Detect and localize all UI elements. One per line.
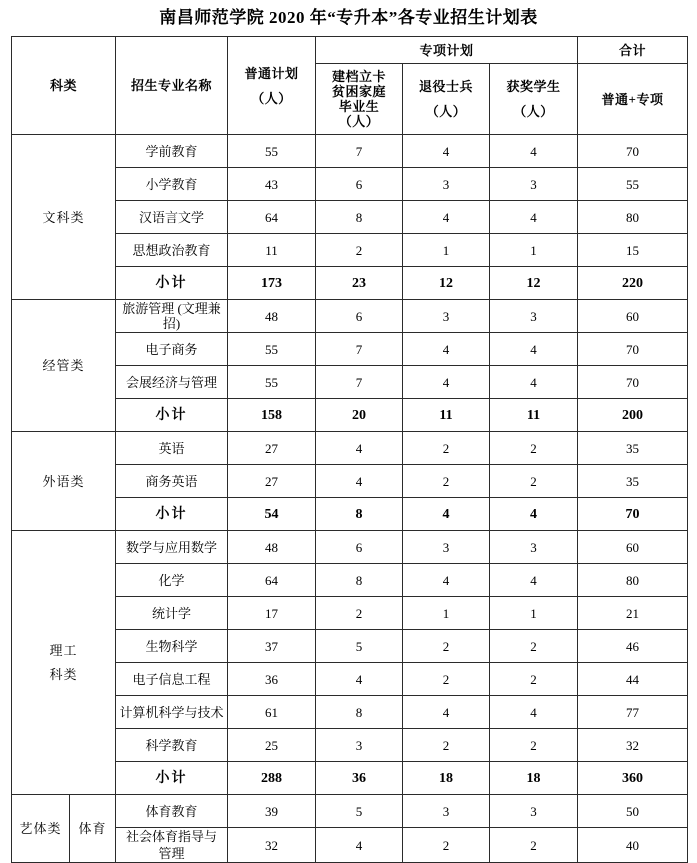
cell-general-plan: 64	[228, 564, 316, 597]
subtotal-cell-general-plan: 288	[228, 762, 316, 795]
cell-special-veteran: 2	[403, 828, 490, 863]
cell-total: 60	[578, 531, 688, 564]
cell-major-name: 生物科学	[116, 630, 228, 663]
cell-special-poverty: 4	[316, 465, 403, 498]
cell-special-poverty: 4	[316, 432, 403, 465]
cell-category: 经管类	[12, 300, 116, 432]
cell-special-veteran: 2	[403, 432, 490, 465]
cell-category-line1: 理工	[49, 642, 78, 658]
cell-special-veteran: 1	[403, 234, 490, 267]
cell-special-veteran: 2	[403, 729, 490, 762]
table-row	[12, 135, 688, 168]
cell-major-name	[116, 828, 228, 863]
cell-general-plan: 32	[228, 828, 316, 863]
cell-special-award: 4	[490, 333, 578, 366]
cell-total: 77	[578, 696, 688, 729]
cell-special-veteran: 4	[403, 366, 490, 399]
cell-major-name: 电子商务	[116, 333, 228, 366]
cell-major-name-line2: 管理	[158, 846, 185, 861]
cell-category-line2: 科类	[49, 666, 78, 682]
cell-general-plan: 27	[228, 432, 316, 465]
cell-special-award: 3	[490, 795, 578, 828]
cell-special-award: 2	[490, 465, 578, 498]
cell-special-poverty: 6	[316, 168, 403, 201]
cell-total: 35	[578, 465, 688, 498]
cell-total: 15	[578, 234, 688, 267]
cell-major-name: 计算机科学与技术	[116, 696, 228, 729]
cell-general-plan: 55	[228, 135, 316, 168]
table-row	[12, 432, 688, 465]
cell-special-award: 2	[490, 663, 578, 696]
cell-general-plan: 43	[228, 168, 316, 201]
subtotal-cell-special-award: 18	[490, 762, 578, 795]
subtotal-cell-special-poverty: 36	[316, 762, 403, 795]
cell-special-poverty: 8	[316, 201, 403, 234]
cell-general-plan: 11	[228, 234, 316, 267]
cell-major-name: 数学与应用数学	[116, 531, 228, 564]
cell-total: 70	[578, 366, 688, 399]
admission-plan-table	[11, 36, 688, 863]
table-row	[12, 531, 688, 564]
cell-major-name-line1: 社会体育指导与	[126, 829, 218, 844]
cell-total: 80	[578, 564, 688, 597]
cell-general-plan: 27	[228, 465, 316, 498]
subtotal-cell-general-plan: 173	[228, 267, 316, 300]
cell-special-veteran: 4	[403, 201, 490, 234]
header-category: 科类	[12, 37, 116, 135]
cell-subtotal-label: 小计	[116, 399, 228, 432]
cell-general-plan: 37	[228, 630, 316, 663]
cell-special-poverty: 3	[316, 729, 403, 762]
cell-special-poverty: 2	[316, 597, 403, 630]
cell-major-name: 统计学	[116, 597, 228, 630]
cell-total: 70	[578, 333, 688, 366]
subtotal-cell-total: 70	[578, 498, 688, 531]
header-total-formula: 普通+专项	[578, 64, 688, 135]
header-special-award-line2: （人）	[513, 104, 554, 119]
cell-major-name: 科学教育	[116, 729, 228, 762]
cell-special-veteran: 4	[403, 696, 490, 729]
header-special-award-line1: 获奖学生	[506, 79, 561, 94]
cell-subtotal-label: 小计	[116, 762, 228, 795]
cell-special-award: 2	[490, 432, 578, 465]
header-special-veteran	[403, 64, 490, 135]
subtotal-cell-total: 200	[578, 399, 688, 432]
header-major-name: 招生专业名称	[116, 37, 228, 135]
subtotal-cell-special-award: 12	[490, 267, 578, 300]
subtotal-cell-special-veteran: 12	[403, 267, 490, 300]
cell-major-name: 旅游管理 (文理兼招)	[116, 300, 228, 333]
cell-special-award: 3	[490, 531, 578, 564]
cell-category	[12, 531, 116, 795]
header-special-veteran-line1: 退役士兵	[419, 79, 474, 94]
cell-special-veteran: 3	[403, 300, 490, 333]
subtotal-cell-total: 220	[578, 267, 688, 300]
cell-category: 外语类	[12, 432, 116, 531]
cell-major-name: 电子信息工程	[116, 663, 228, 696]
cell-total: 50	[578, 795, 688, 828]
header-special-plan-group: 专项计划	[316, 37, 578, 64]
cell-major-name: 商务英语	[116, 465, 228, 498]
cell-special-veteran: 3	[403, 795, 490, 828]
cell-total: 44	[578, 663, 688, 696]
cell-special-award: 4	[490, 201, 578, 234]
cell-special-veteran: 3	[403, 531, 490, 564]
table-container	[0, 36, 697, 863]
header-special-veteran-line2: （人）	[425, 104, 467, 119]
cell-special-poverty: 6	[316, 531, 403, 564]
header-total-group: 合计	[578, 37, 688, 64]
cell-subgroup: 体育	[70, 795, 116, 863]
subtotal-cell-special-veteran: 4	[403, 498, 490, 531]
cell-general-plan: 61	[228, 696, 316, 729]
subtotal-cell-special-award: 11	[490, 399, 578, 432]
header-special-poverty-line3: 毕业生	[338, 99, 380, 114]
cell-special-veteran: 4	[403, 135, 490, 168]
cell-special-poverty: 8	[316, 696, 403, 729]
cell-major-name: 学前教育	[116, 135, 228, 168]
cell-general-plan: 48	[228, 300, 316, 333]
cell-total: 21	[578, 597, 688, 630]
cell-general-plan: 64	[228, 201, 316, 234]
cell-total: 46	[578, 630, 688, 663]
cell-special-award: 4	[490, 564, 578, 597]
cell-general-plan: 39	[228, 795, 316, 828]
cell-special-award: 1	[490, 597, 578, 630]
cell-total: 80	[578, 201, 688, 234]
cell-special-award: 4	[490, 696, 578, 729]
cell-special-poverty: 4	[316, 663, 403, 696]
cell-general-plan: 55	[228, 366, 316, 399]
cell-major-name: 思想政治教育	[116, 234, 228, 267]
subtotal-cell-general-plan: 54	[228, 498, 316, 531]
subtotal-cell-special-poverty: 23	[316, 267, 403, 300]
cell-special-award: 4	[490, 135, 578, 168]
cell-special-poverty: 8	[316, 564, 403, 597]
cell-major-name: 化学	[116, 564, 228, 597]
cell-special-award: 2	[490, 630, 578, 663]
header-general-plan-line1: 普通计划	[244, 65, 299, 81]
cell-subtotal-label: 小计	[116, 498, 228, 531]
cell-total: 70	[578, 135, 688, 168]
cell-general-plan: 36	[228, 663, 316, 696]
header-special-poverty	[316, 64, 403, 135]
header-special-poverty-line1: 建档立卡	[332, 69, 387, 84]
cell-total: 35	[578, 432, 688, 465]
header-row-top	[12, 37, 688, 64]
cell-special-award: 4	[490, 366, 578, 399]
subtotal-cell-special-veteran: 18	[403, 762, 490, 795]
header-special-poverty-line2: 贫困家庭	[332, 84, 387, 99]
cell-special-award: 3	[490, 300, 578, 333]
cell-special-award: 2	[490, 828, 578, 863]
cell-special-poverty: 5	[316, 795, 403, 828]
cell-special-poverty: 4	[316, 828, 403, 863]
cell-special-veteran: 4	[403, 564, 490, 597]
cell-special-award: 1	[490, 234, 578, 267]
page-title: 南昌师范学院 2020 年“专升本”各专业招生计划表	[159, 8, 538, 27]
cell-special-veteran: 2	[403, 663, 490, 696]
cell-major-name: 小学教育	[116, 168, 228, 201]
cell-total: 40	[578, 828, 688, 863]
header-general-plan-line2: （人）	[251, 90, 292, 106]
cell-special-veteran: 4	[403, 333, 490, 366]
cell-total: 55	[578, 168, 688, 201]
table-row	[12, 300, 688, 333]
subtotal-cell-special-veteran: 11	[403, 399, 490, 432]
header-special-award	[490, 64, 578, 135]
subtotal-cell-special-poverty: 8	[316, 498, 403, 531]
cell-special-poverty: 7	[316, 366, 403, 399]
cell-special-veteran: 2	[403, 465, 490, 498]
table-row	[12, 795, 688, 828]
cell-special-poverty: 2	[316, 234, 403, 267]
cell-general-plan: 55	[228, 333, 316, 366]
cell-general-plan: 17	[228, 597, 316, 630]
header-general-plan	[228, 37, 316, 135]
cell-special-veteran: 1	[403, 597, 490, 630]
subtotal-cell-total: 360	[578, 762, 688, 795]
subtotal-cell-general-plan: 158	[228, 399, 316, 432]
cell-subtotal-label: 小计	[116, 267, 228, 300]
subtotal-cell-special-award: 4	[490, 498, 578, 531]
cell-general-plan: 25	[228, 729, 316, 762]
cell-major-name: 体育教育	[116, 795, 228, 828]
cell-special-poverty: 6	[316, 300, 403, 333]
cell-special-award: 2	[490, 729, 578, 762]
cell-special-poverty: 7	[316, 135, 403, 168]
cell-major-name: 英语	[116, 432, 228, 465]
cell-special-poverty: 5	[316, 630, 403, 663]
cell-total: 60	[578, 300, 688, 333]
cell-category: 艺体类	[12, 795, 70, 863]
cell-general-plan: 48	[228, 531, 316, 564]
cell-category: 文科类	[12, 135, 116, 300]
header-special-poverty-line4: （人）	[338, 114, 380, 129]
table-body	[12, 135, 688, 863]
cell-major-name: 会展经济与管理	[116, 366, 228, 399]
cell-special-award: 3	[490, 168, 578, 201]
cell-total: 32	[578, 729, 688, 762]
cell-special-veteran: 2	[403, 630, 490, 663]
table-head	[12, 37, 688, 135]
cell-special-poverty: 7	[316, 333, 403, 366]
cell-special-veteran: 3	[403, 168, 490, 201]
cell-major-name: 汉语言文学	[116, 201, 228, 234]
subtotal-cell-special-poverty: 20	[316, 399, 403, 432]
